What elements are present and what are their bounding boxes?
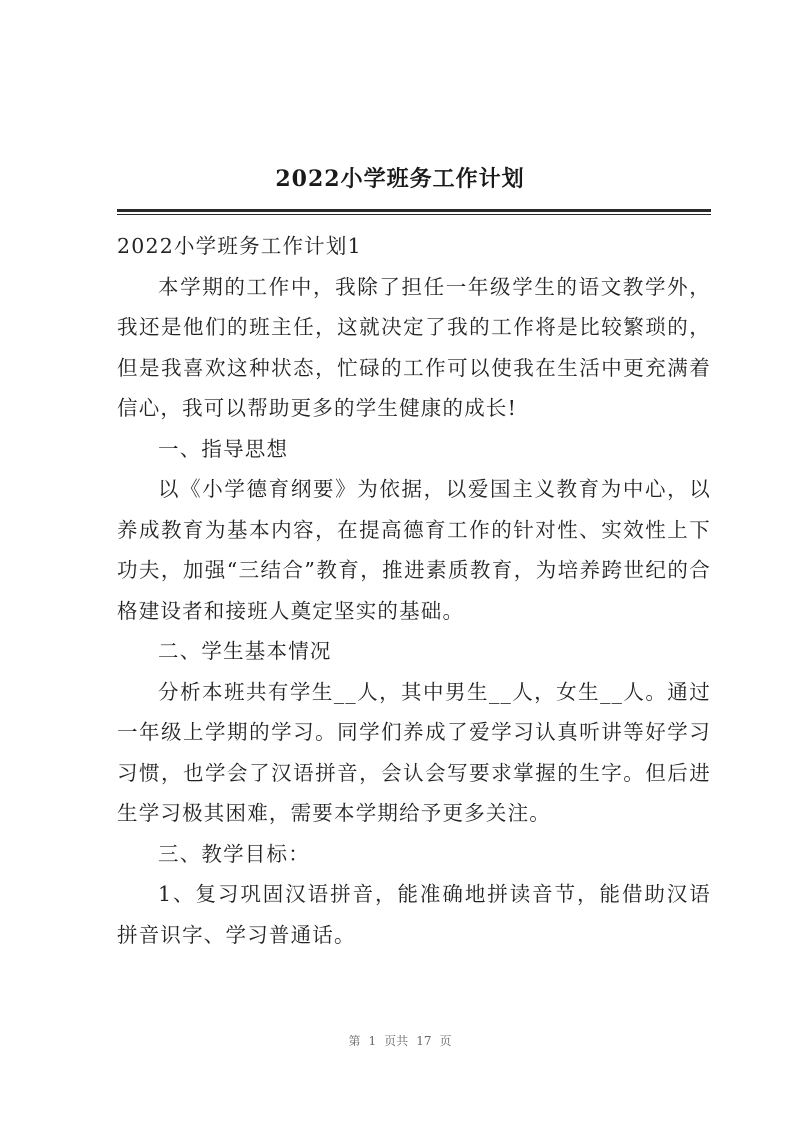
subheading-teaching-goals: 三、教学目标： (158, 841, 310, 866)
document-title: 2022小学班务工作计划 (275, 166, 525, 192)
page-footer (0, 1032, 800, 1049)
footer-mid: 页共 (384, 1034, 409, 1048)
intro-paragraph: 本学期的工作中，我除了担任一年级学生的语文教学外，我还是他们的班主任，这就决定了我的工作将是比较繁琐的，但是我喜欢这种状态，忙碌的工作可以使我在生活中更充满着信心，我可以帮助更多的学生健康的成长! (117, 274, 711, 420)
subheading-guiding-ideology: 一、指导思想 (158, 436, 289, 461)
footer-page-number: 1 (368, 1034, 377, 1048)
title-divider-thin (117, 214, 711, 215)
guiding-ideology-paragraph: 以《小学德育纲要》为依据，以爱国主义教育为中心，以养成教育为基本内容，在提高德育工作的针对性、实效性上下功夫，加强“三结合”教育，推进素质教育，为培养跨世纪的合格建设者和接班人奠定坚实的基础。 (117, 477, 711, 623)
teaching-goal-item-1: 1、复习巩固汉语拼音，能准确地拼读音节，能借助汉语拼音识字、学习普通话。 (117, 882, 711, 947)
document-body (117, 226, 711, 955)
footer-total-pages: 17 (416, 1034, 432, 1048)
section-heading: 2022小学班务工作计划1 (117, 234, 362, 258)
subheading-student-situation: 二、学生基本情况 (158, 639, 332, 663)
title-divider-thick (117, 209, 711, 212)
footer-suffix: 页 (439, 1034, 452, 1048)
footer-prefix: 第 (348, 1034, 361, 1048)
student-situation-paragraph: 分析本班共有学生__人，其中男生__人，女生__人。通过一年级上学期的学习。同学们养成了爱学习认真听讲等好学习习惯，也学会了汉语拼音，会认会写要求掌握的生字。但后进生学习极其困难，需要本学期给予更多关注。 (117, 679, 711, 825)
